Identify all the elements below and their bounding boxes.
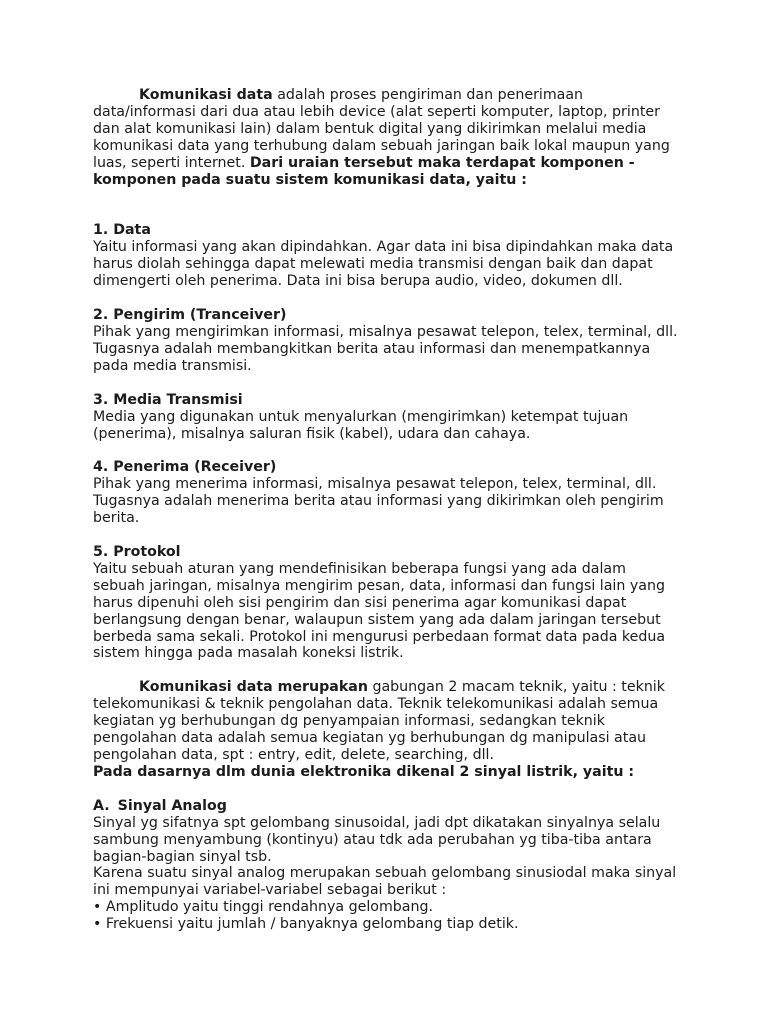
techniques-paragraph xyxy=(93,679,678,764)
component-heading: 1. Data xyxy=(93,222,151,239)
component-heading: 3. Media Transmisi xyxy=(93,391,243,408)
bullet-item: • Frekuensi yaitu jumlah / banyaknya gelombang tiap detik. xyxy=(93,916,519,933)
component-body: Yaitu informasi yang akan dipindahkan. Agar data ini bisa dipindahkan maka data harus diolah sehingga dapat melewati media transmisi dengan baik dan dapat dimengerti oleh penerima. Data ini bisa berupa audio, video, dokumen dll. xyxy=(93,239,674,290)
document-page xyxy=(93,87,678,933)
techniques-term: Komunikasi data merupakan xyxy=(139,679,368,696)
component-protokol xyxy=(93,544,678,662)
bullet-item: • Amplitudo yaitu tinggi rendahnya gelombang. xyxy=(93,899,434,916)
component-list xyxy=(93,222,678,662)
analog-body: Sinyal yg sifatnya spt gelombang sinusoidal, jadi dpt dikatakan sinyalnya selalu sambung menyambung (kontinyu) atau tdk ada perubahan yg tiba-tiba antara bagian-bagian sinyal tsb. xyxy=(93,814,661,865)
analog-body-variables: Karena suatu sinyal analog merupakan sebuah gelombang sinusiodal maka sinyal ini mempunyai variabel-variabel sebagai berikut : xyxy=(93,865,677,899)
component-penerima xyxy=(93,459,678,527)
analog-section xyxy=(93,798,678,933)
analog-letter: A. xyxy=(93,797,110,814)
component-data xyxy=(93,222,678,290)
component-heading: 2. Pengirim (Tranceiver) xyxy=(93,307,287,324)
component-heading: 4. Penerima (Receiver) xyxy=(93,459,277,476)
component-pengirim xyxy=(93,307,678,375)
intro-term: Komunikasi data xyxy=(139,87,273,103)
intro-paragraph xyxy=(93,87,678,188)
component-body: Pihak yang mengirimkan informasi, misalnya pesawat telepon, telex, terminal, dll. Tugasnya adalah membangkitkan berita atau informasi dan menempatkannya pada media transmisi. xyxy=(93,323,678,374)
signals-lead: Pada dasarnya dlm dunia elektronika dikenal 2 sinyal listrik, yaitu : xyxy=(93,763,635,780)
analog-title: Sinyal Analog xyxy=(117,797,227,814)
techniques-text: gabungan 2 macam teknik, yaitu : teknik telekomunikasi & teknik pengolahan data. Teknik telekomunikasi adalah semua kegiatan yg berhubungan dg penyampaian informasi, sedangkan teknik pengolahan data adalah semua kegiatan yg berhubungan dg manipulasi atau pengolahan data, spt : entry, edit, delete, searching, dll. xyxy=(93,679,665,763)
component-body: Media yang digunakan untuk menyalurkan (mengirimkan) ketempat tujuan (penerima), misalnya saluran fisik (kabel), udara dan cahaya. xyxy=(93,408,629,442)
intro-text: adalah proses pengiriman dan penerimaan data/informasi dari dua atau lebih device (alat seperti komputer, laptop, printer dan alat komunikasi lain) dalam bentuk digital yang dikirimkan melalui media komunikasi data yang terhubung dalam sebuah jaringan baik lokal maupun yang luas, seperti internet. xyxy=(93,87,670,171)
component-media-transmisi xyxy=(93,392,678,443)
component-heading: 5. Protokol xyxy=(93,544,181,561)
analog-heading xyxy=(93,798,678,815)
component-body: Pihak yang menerima informasi, misalnya pesawat telepon, telex, terminal, dll. Tugasnya adalah menerima berita atau informasi yang dikirimkan oleh pengirim berita. xyxy=(93,476,664,527)
component-body: Yaitu sebuah aturan yang mendefinisikan beberapa fungsi yang ada dalam sebuah jaringan, misalnya mengirim pesan, data, informasi dan fungsi lain yang harus dipenuhi oleh sisi pengirim dan sisi penerima agar komunikasi dapat berlangsung dengan benar, walaupun sistem yang ada dalam jaringan tersebut berbeda sama sekali. Protokol ini mengurusi perbedaan format data pada kedua sistem hingga pada masalah koneksi listrik. xyxy=(93,560,666,662)
intro-lead: Dari uraian tersebut maka terdapat komponen - komponen pada suatu sistem komunikasi data, yaitu : xyxy=(93,154,635,188)
